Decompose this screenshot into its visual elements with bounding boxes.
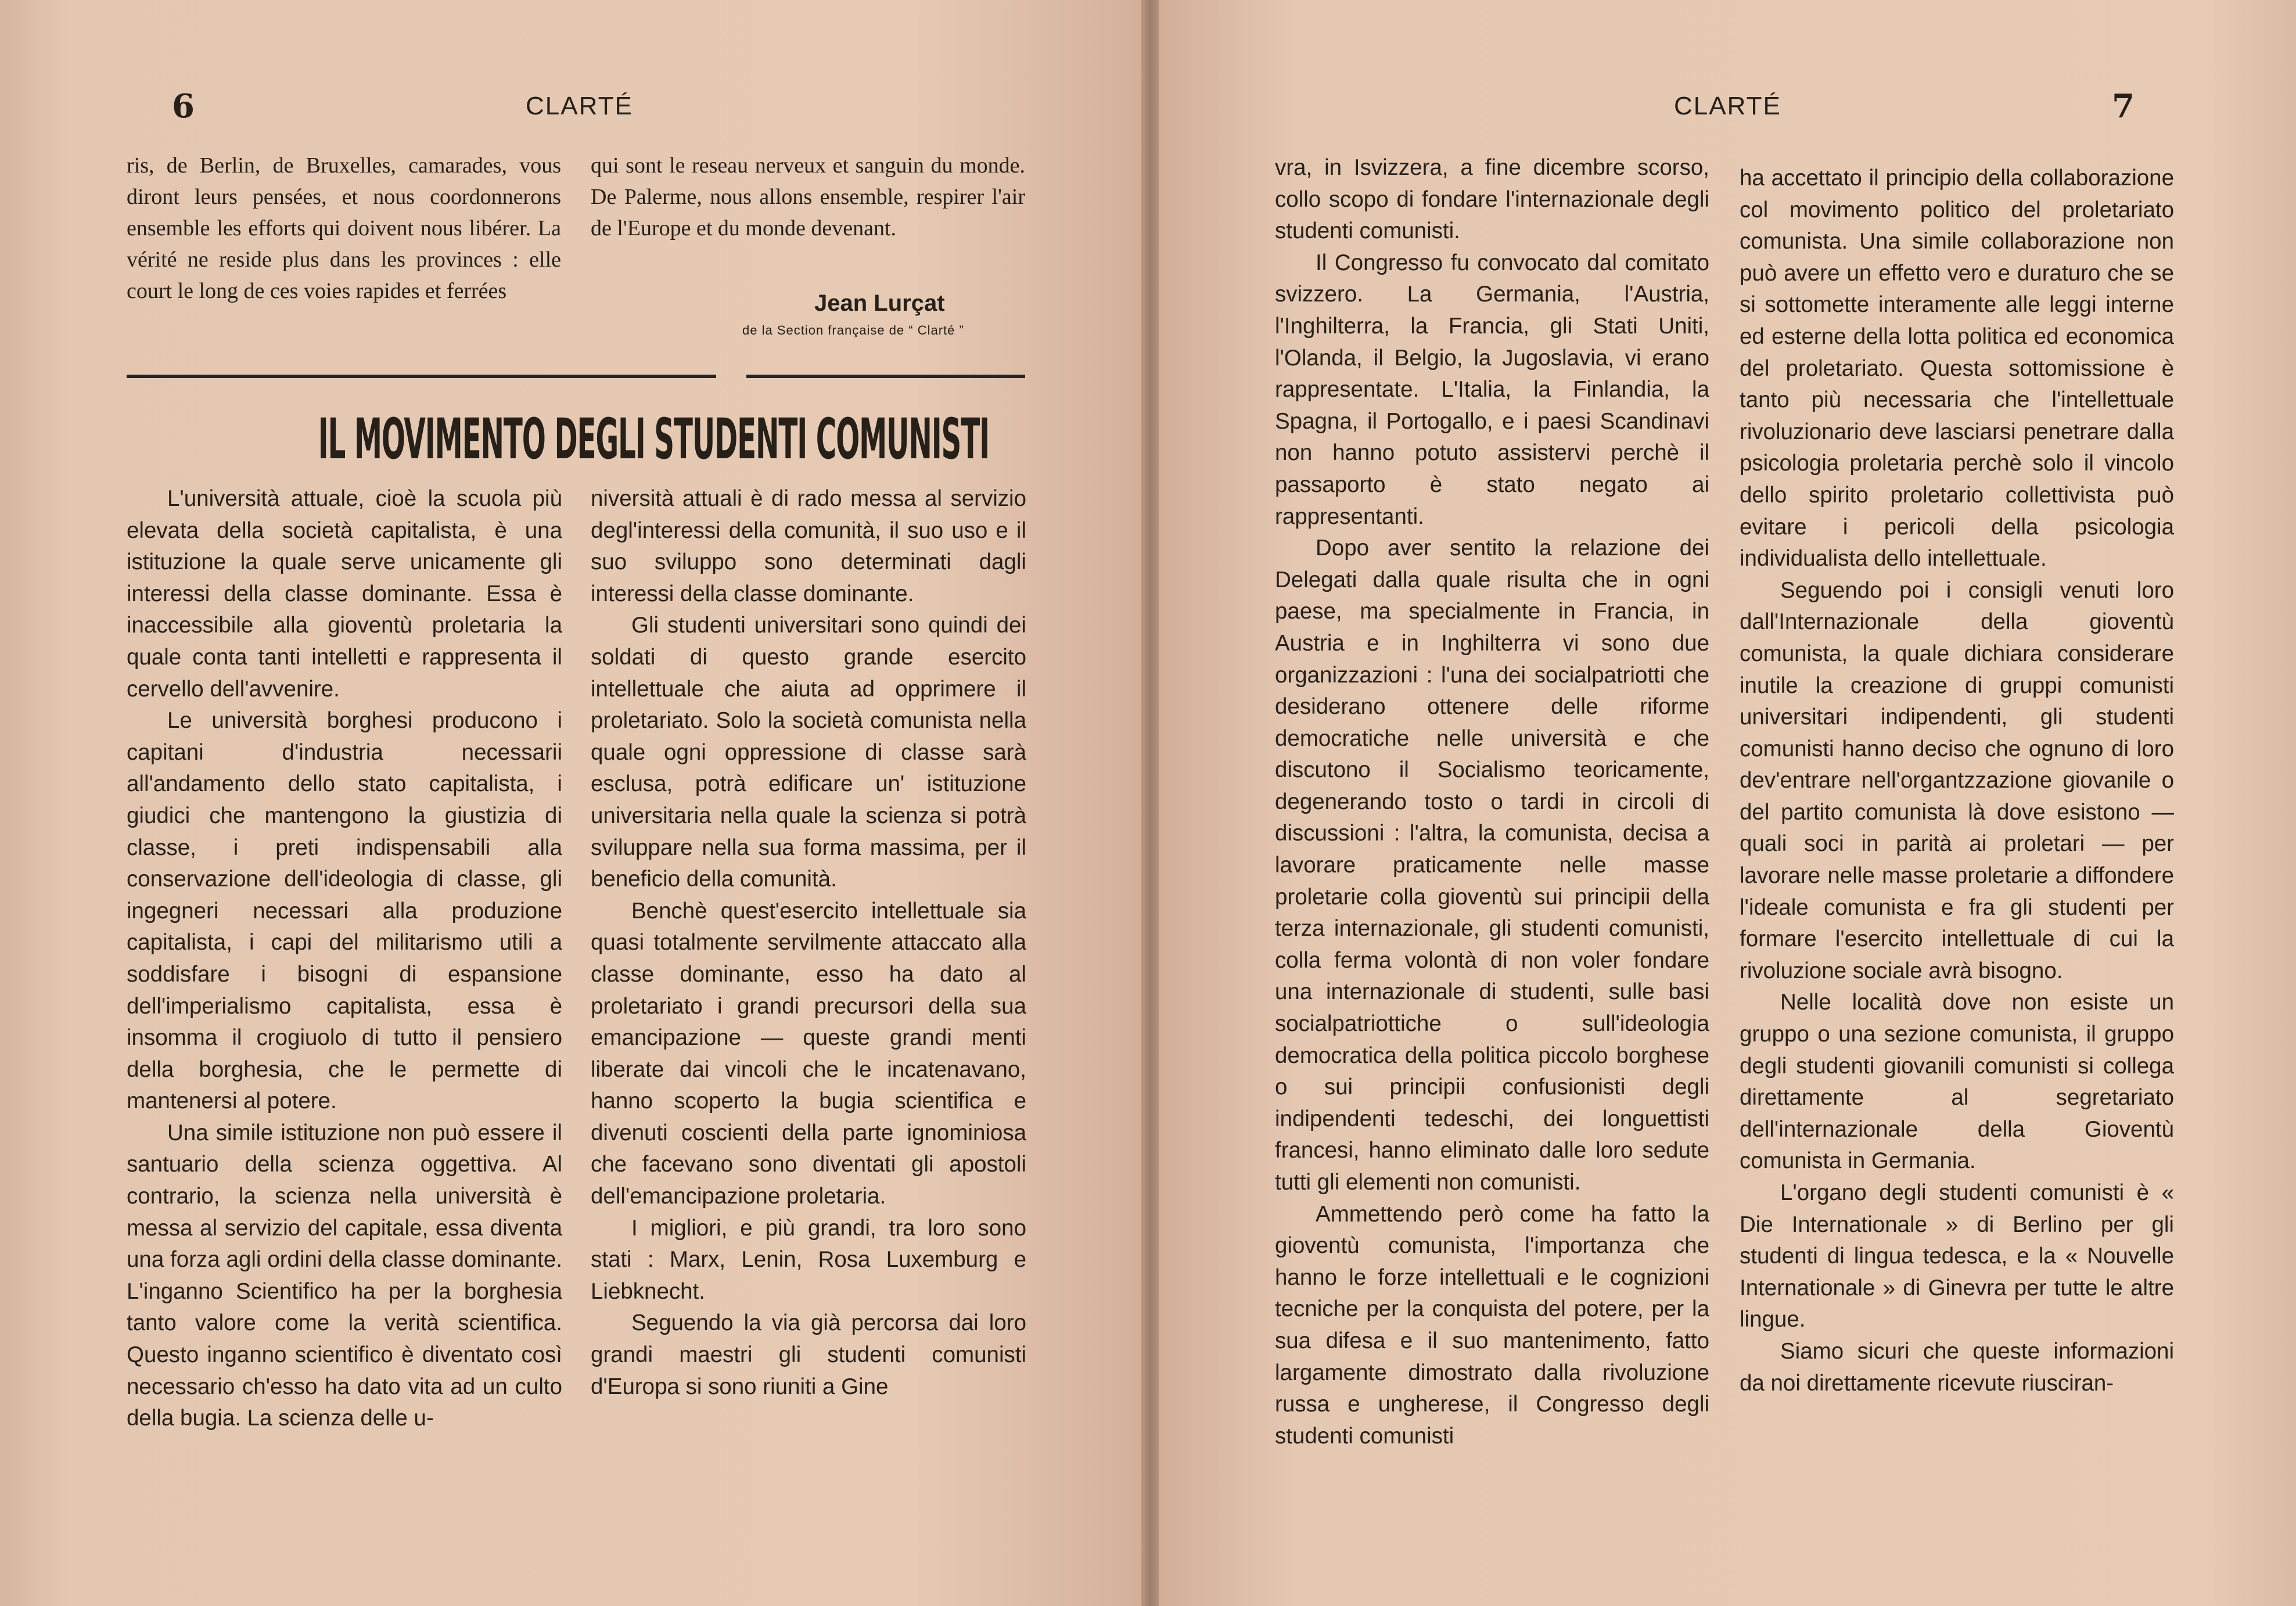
paragraph: Benchè quest'esercito intellettuale sia quasi totalmente servilmente attaccato alla classe dominante, esso ha dato al proletariato i grandi precursori della sua emancipazione — queste grandi menti liberate dai vincoli che le incatenavano, hanno scoperto la bugia scientifica e divenuti coscienti della parte ignominiosa che facevano sono diventati gli apostoli dell'emancipazione proletaria. bbox=[591, 898, 1026, 1209]
article-headline: IL MOVIMENTO DEGLI STUDENTI COMUNISTI bbox=[318, 407, 990, 472]
paragraph: Nelle località dove non esiste un gruppo o una sezione comunista, il gruppo degli studenti giovanili comunisti si collega direttamente al segretariato dell'internazionale della Gioventù comunista in Germania. bbox=[1740, 990, 2174, 1174]
separator-rule-left bbox=[127, 375, 716, 378]
paragraph: Una simile istituzione non può essere il santuario della scienza oggettiva. Al contrario, la scienza nella università è messa al servizio del capitale, essa diventa una forza agli ordini della classe dominante. L'inganno Scientifico ha per la borghesia tanto valore come la verità scientifica. Questo inganno scientifico è diventato così necessario ch'esso ha dato vita ad un culto della bugia. La scienza delle u- bbox=[127, 1120, 562, 1431]
paragraph: Seguendo la via già percorsa dai loro grandi maestri gli studenti comunisti d'Europa si sono riuniti a Gine bbox=[591, 1310, 1026, 1399]
paragraph: ha accettato il principio della collaborazione col movimento politico del proletariato comunista. Una simile collaborazione non può avere un effetto vero e duraturo che se si sottomette interamente alle leggi interne ed esterne della lotta politica ed economica del proletariato. Questa sottomissione è tanto più necessaria che l'intellettuale rivoluzionario deve lasciarsi penetrare dalla psicologia proletaria perchè solo il vincolo dello spirito proletario collettivista può evitare i pericoli della psicologia individualista dello intellettuale. bbox=[1740, 166, 2174, 572]
separator-rule-right bbox=[746, 375, 1025, 378]
left-page-number: 6 bbox=[172, 87, 195, 125]
left-running-head: CLARTÉ bbox=[526, 92, 633, 120]
paragraph: Dopo aver sentito la relazione dei Delegati dalla quale risulta che in ogni paese, ma specialmente in Francia, in Austria e in Inghilterra vi sono due organizzazioni : l'una dei socialpatriotti che desiderano ottenere delle riforme democratiche nelle università e che discutono il Socialismo teoricamente, degenerando tosto o tardi in circoli di discussioni : l'altra, la comunista, decisa a lavorare praticamente nelle masse proletarie colla gioventù sui principii della terza internazionale, gli studenti comunisti, colla ferma volontà di non voler fondare una internazionale di studenti, sulle basi socialpatriottiche o sull'ideologia democratica della politica piccolo borghese o sui principii confusionisti degli indipendenti tedeschi, dei longuettisti francesi, hanno eliminato dalle loro sedute tutti gli elementi non comunisti. bbox=[1275, 536, 1709, 1195]
right-column-1 bbox=[1275, 152, 1709, 1452]
paragraph: Siamo sicuri che queste informazioni da noi direttamente ricevute riusciran- bbox=[1740, 1338, 2174, 1396]
signature-name: Jean Lurçat bbox=[814, 290, 945, 316]
paragraph: L'università attuale, cioè la scuola più elevata della società capitalista, è una istituzione la quale serve unicamente gli interessi della classe dominante. Essa è inaccessibile alla gioventù proletaria la quale conta tanti intelletti e rappresenta il cervello dell'avvenire. bbox=[127, 486, 562, 702]
paragraph: I migliori, e più grandi, tra loro sono stati : Marx, Lenin, Rosa Luxemburg e Liebknecht. bbox=[591, 1215, 1026, 1304]
right-page-number: 7 bbox=[2112, 87, 2135, 125]
right-running-head: CLARTÉ bbox=[1674, 92, 1781, 120]
paragraph: vra, in Isvizzera, a fine dicembre scorso, collo scopo di fondare l'internazionale degli studenti comunisti. bbox=[1275, 155, 1709, 244]
paragraph: Ammettendo però come ha fatto la gioventù comunista, l'importanza che hanno le forze intellettuali e le cognizioni tecniche per la conquista del potere, per la sua difesa e il suo mantenimento, fatto largamente dimostrato dalla rivoluzione russa e ungherese, il Congresso degli studenti comunisti bbox=[1275, 1201, 1709, 1449]
french-text-col1: ris, de Berlin, de Bruxelles, camarades, vous diront leurs pensées, et nous coordonnerons ensemble les efforts qui doivent nous libérer. La vérité ne reside plus dans les provinces : elle court le long de ces voies rapides et ferrées bbox=[127, 153, 561, 303]
french-text-col2: qui sont le reseau nerveux et sanguin du monde. De Palerme, nous allons ensemble, respirer l'air de l'Europe et du monde devenant. bbox=[591, 153, 1025, 240]
book-gutter bbox=[1141, 0, 1159, 1606]
paragraph: L'organo degli studenti comunisti è « Die Internationale » di Berlino per gli studenti di lingua tedesca, e la « Nouvelle Internationale » di Ginevra per tutte le altre lingue. bbox=[1740, 1180, 2174, 1332]
paragraph: Seguendo poi i consigli venuti loro dall'Internazionale della gioventù comunista, la quale dichiara considerare inutile la creazione di gruppi comunisti universitari indipendenti, gli studenti comunisti hanno deciso che ognuno di loro dev'entrare nell'organtzzazione giovanile o del partito comunista là dove esistono — quali soci in parità ai proletari — per lavorare nelle masse proletarie a diffondere l'ideale comunista e fra gli studenti per formare l'esercito intellettuale di cui la rivoluzione sociale avrà bisogno. bbox=[1740, 577, 2174, 983]
paragraph: niversità attuali è di rado messa al servizio degl'interessi della comunità, il suo uso e il suo sviluppo sono determinati dagli interessi della classe dominante. bbox=[591, 486, 1026, 606]
signature-affiliation: de la Section française de “ Clarté ” bbox=[742, 323, 964, 337]
left-column-2 bbox=[591, 483, 1026, 1403]
paragraph: Le università borghesi producono i capitani d'industria necessarii all'andamento dello stato capitalista, i giudici che mantengono la giustizia di classe, i preti indispensabili alla conservazione dell'ideologia di classe, gli ingegneri necessari alla produzione capitalista, i capi del militarismo utili a soddisfare i bisogni di espansione dell'imperialismo capitalista, essa è insomma il crogiuolo di tutto il pensiero della borghesia, che le permette di mantenersi al potere. bbox=[127, 708, 562, 1114]
paragraph: Il Congresso fu convocato dal comitato svizzero. La Germania, l'Austria, l'Inghilterra, la Francia, gli Stati Uniti, l'Olanda, il Belgio, la Jugoslavia, vi erano rappresentate. L'Italia, la Finlandia, la Spagna, il Portogallo, e i paesi Scandinavi non hanno potuto assistervi perchè il passaporto è stato negato ai rappresentanti. bbox=[1275, 250, 1709, 529]
paragraph: Gli studenti universitari sono quindi dei soldati di questo grande esercito intellettuale che aiuta ad opprimere il proletariato. Solo la società comunista nella quale ogni oppressione di classe sarà esclusa, potrà edificare un' istituzione universitaria nella quale la scienza si potrà sviluppare nella sua forma massima, per il beneficio della comunità. bbox=[591, 613, 1026, 892]
left-column-1 bbox=[127, 483, 562, 1435]
right-column-2 bbox=[1740, 163, 2174, 1399]
